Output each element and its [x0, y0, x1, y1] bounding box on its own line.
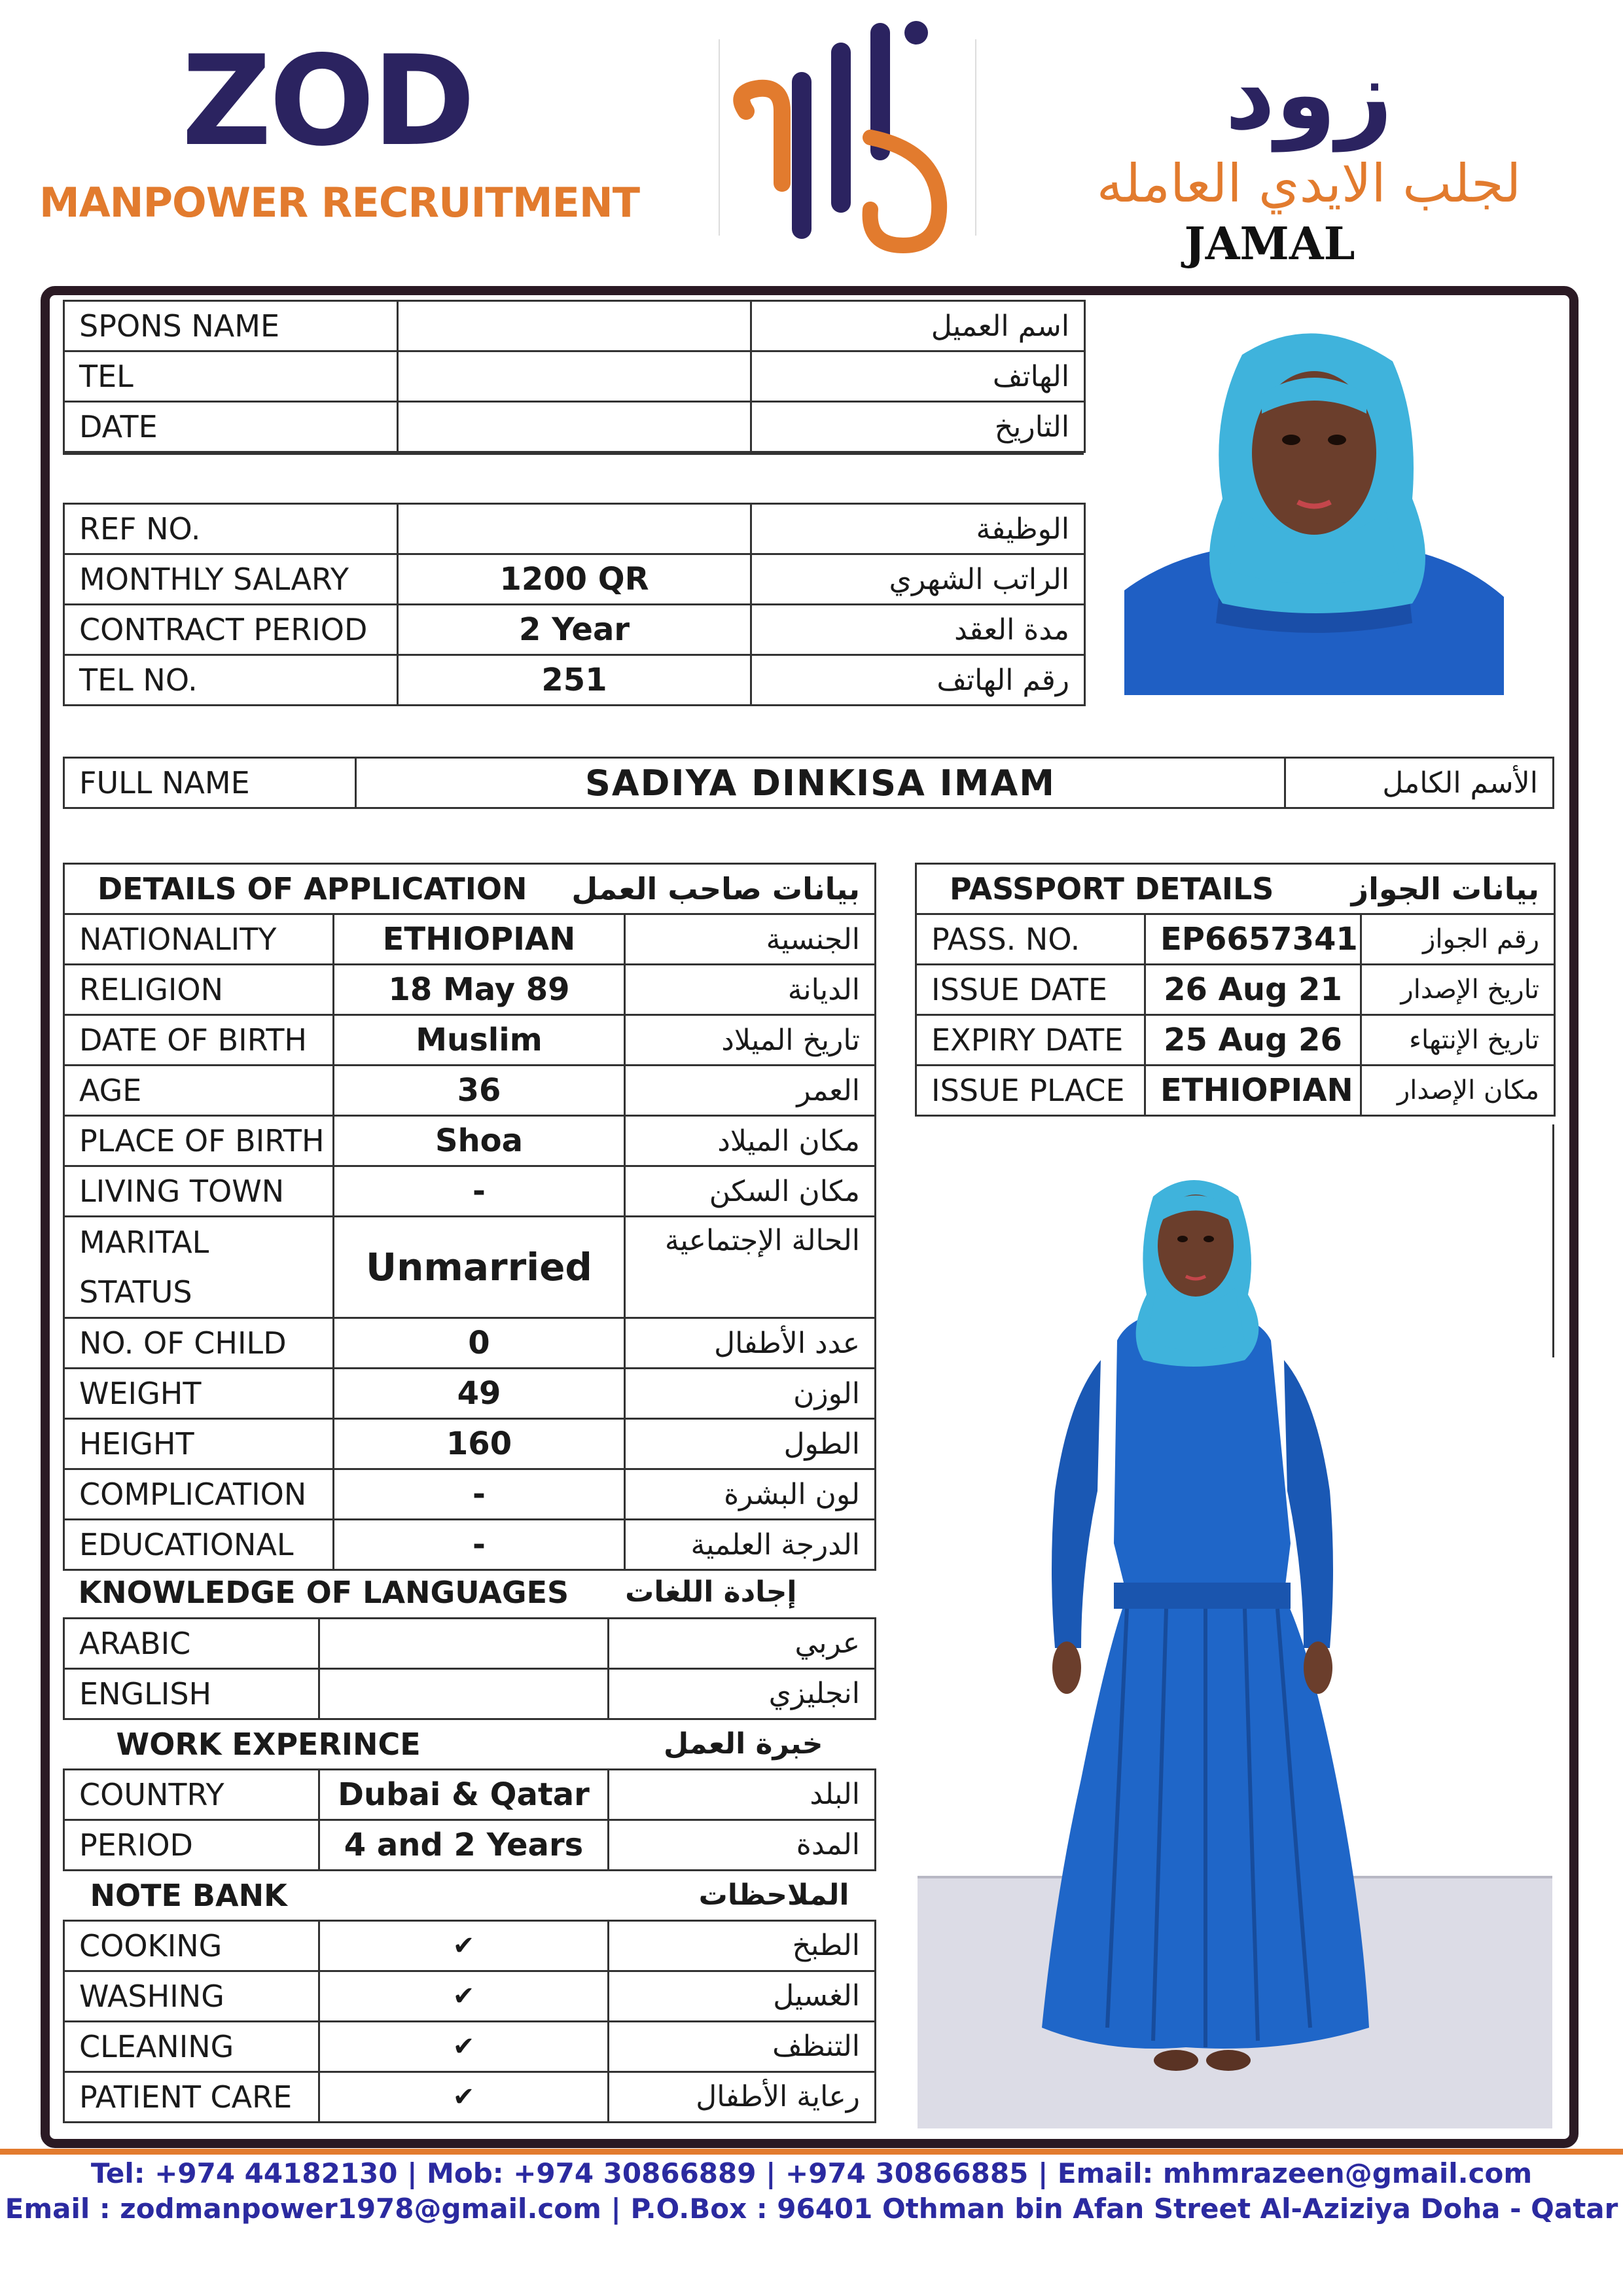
- row-label: ARABIC: [64, 1618, 319, 1668]
- section-title: NOTE BANK: [90, 1877, 287, 1913]
- table-row: [916, 965, 1555, 1015]
- row-label-arabic: الراتب الشهري: [751, 554, 1085, 605]
- table-row: [64, 1971, 876, 2021]
- row-label: TEL: [64, 351, 398, 402]
- row-label-arabic: تاريخ الإنتهاء: [1361, 1015, 1555, 1066]
- row-value: Muslim: [334, 1015, 625, 1066]
- row-value: Unmarried: [334, 1217, 625, 1318]
- table-row: [64, 914, 876, 965]
- row-label-arabic: الطول: [625, 1419, 876, 1469]
- row-value: 0: [334, 1318, 625, 1369]
- row-value: 4 and 2 Years: [319, 1820, 609, 1870]
- footer-address-line: Email : zodmanpower1978@gmail.com | P.O.Box : 96401 Othman bin Afan Street Al-Aziziya Doha - Qatar: [5, 2193, 1618, 2225]
- brand-tagline: MANPOWER RECRUITMENT: [39, 179, 640, 226]
- sponsor-tel-field: [398, 351, 751, 402]
- section-title-arabic: بيانات صاحب العمل: [625, 864, 876, 914]
- row-label-arabic: التاريخ: [751, 402, 1085, 452]
- section-title: PASSPORT DETAILS: [916, 864, 1361, 914]
- row-label-arabic: عدد الأطفال: [625, 1318, 876, 1369]
- row-label: NO. OF CHILD: [64, 1318, 334, 1369]
- row-label-arabic: الديانة: [625, 965, 876, 1015]
- row-value: 160: [334, 1419, 625, 1469]
- row-label: FULL NAME: [64, 758, 356, 808]
- row-label-arabic: رقم الهاتف: [751, 655, 1085, 706]
- check-icon: ✔: [319, 1920, 609, 1971]
- table-row: [64, 1520, 876, 1570]
- row-label: ENGLISH: [64, 1668, 319, 1719]
- row-label: ISSUE DATE: [916, 965, 1145, 1015]
- row-label: AGE: [64, 1066, 334, 1116]
- check-icon: ✔: [319, 2072, 609, 2122]
- section-title-arabic: بيانات الجواز: [1361, 864, 1555, 914]
- table-row: [64, 1769, 876, 1820]
- row-value: 49: [334, 1369, 625, 1419]
- row-label-arabic: تاريخ الإصدار: [1361, 965, 1555, 1015]
- ref-no-value: [398, 504, 751, 554]
- table-row: [64, 965, 876, 1015]
- row-label: SPONS NAME: [64, 301, 398, 351]
- sponsor-name-field: [398, 301, 751, 351]
- row-label: PATIENT CARE: [64, 2072, 319, 2122]
- section-title-arabic: الملاحظات: [698, 1878, 849, 1912]
- row-label: PERIOD: [64, 1820, 319, 1870]
- table-row: [64, 1719, 876, 1769]
- row-label-arabic: العمر: [625, 1066, 876, 1116]
- table-row: [64, 351, 1085, 402]
- table-row: [64, 1469, 876, 1520]
- table-row: [64, 2072, 876, 2122]
- headshot-photo: [1124, 315, 1504, 695]
- table-row: [64, 1116, 876, 1166]
- table-row: [916, 1015, 1555, 1066]
- row-value: [319, 1618, 609, 1668]
- section-title-arabic: إجادة اللغات: [625, 1575, 797, 1609]
- row-label: ISSUE PLACE: [916, 1066, 1145, 1116]
- table-row: [64, 554, 1085, 605]
- brand-tagline-arabic: لجلب الايدي العامله: [1096, 153, 1522, 214]
- row-value: ETHIOPIAN: [334, 914, 625, 965]
- full-body-photo: [918, 1124, 1552, 2128]
- table-row: [64, 864, 876, 914]
- row-value: Shoa: [334, 1116, 625, 1166]
- row-label-arabic: الحالة الإجتماعية: [625, 1217, 876, 1318]
- row-label-arabic: الدرجة العلمية: [625, 1520, 876, 1570]
- row-label-arabic: تاريخ الميلاد: [625, 1015, 876, 1066]
- table-row: [64, 1369, 876, 1419]
- footer-divider: [0, 2149, 1623, 2155]
- table-row: [64, 2021, 876, 2072]
- row-label: COOKING: [64, 1920, 319, 1971]
- tel-no-value: 251: [398, 655, 751, 706]
- row-label: TEL NO.: [64, 655, 398, 706]
- brand-name: ZOD: [181, 29, 473, 173]
- row-label-arabic: الأسم الكامل: [1285, 758, 1554, 808]
- table-row: [64, 402, 1085, 452]
- row-label: CONTRACT PERIOD: [64, 605, 398, 655]
- divider: [63, 453, 1084, 455]
- row-label: RELIGION: [64, 965, 334, 1015]
- table-row: [916, 914, 1555, 965]
- row-label: NATIONALITY: [64, 914, 334, 965]
- row-label: WASHING: [64, 1971, 319, 2021]
- full-name-value: SADIYA DINKISA IMAM: [356, 758, 1285, 808]
- row-value: -: [334, 1469, 625, 1520]
- table-row: [64, 655, 1085, 706]
- section-title: KNOWLEDGE OF LANGUAGES: [78, 1574, 569, 1610]
- row-label: PASS. NO.: [916, 914, 1145, 965]
- row-label-arabic: مكان الميلاد: [625, 1116, 876, 1166]
- application-table: [63, 863, 876, 1571]
- section-title: WORK EXPERINCE: [116, 1726, 421, 1762]
- footer-contact-line: Tel: +974 44182130 | Mob: +974 30866889 | +974 30866885 | Email: mhmrazeen@gmail.com: [90, 2157, 1533, 2189]
- row-label: WEIGHT: [64, 1369, 334, 1419]
- row-value: -: [334, 1166, 625, 1217]
- row-label: MARITAL STATUS: [64, 1217, 334, 1318]
- issue-place: ETHIOPIAN: [1145, 1066, 1361, 1116]
- row-value: Dubai & Qatar: [319, 1769, 609, 1820]
- row-value: 18 May 89: [334, 965, 625, 1015]
- table-row: [64, 1166, 876, 1217]
- table-row: [64, 301, 1085, 351]
- table-row: [64, 758, 1554, 808]
- row-label-arabic: المدة: [609, 1820, 876, 1870]
- row-label-arabic: التنظف: [609, 2021, 876, 2072]
- row-label: HEIGHT: [64, 1419, 334, 1469]
- passport-number: EP6657341: [1145, 914, 1361, 965]
- table-row: [64, 1318, 876, 1369]
- issue-date: 26 Aug 21: [1145, 965, 1361, 1015]
- table-row: [64, 504, 1085, 554]
- table-row: [64, 1568, 876, 1618]
- table-row: [64, 1870, 876, 1920]
- section-title-arabic: خبرة العمل: [663, 1727, 823, 1761]
- table-row: [64, 1668, 876, 1719]
- brand-logo-arabic: [1047, 39, 1571, 270]
- contract-period-value: 2 Year: [398, 605, 751, 655]
- row-label: LIVING TOWN: [64, 1166, 334, 1217]
- passport-table: [915, 863, 1556, 1117]
- row-label-arabic: الغسيل: [609, 1971, 876, 2021]
- row-label: EXPIRY DATE: [916, 1015, 1145, 1066]
- check-icon: ✔: [319, 1971, 609, 2021]
- row-label-arabic: الوظيفة: [751, 504, 1085, 554]
- row-label-arabic: الجنسية: [625, 914, 876, 965]
- table-row: [64, 1066, 876, 1116]
- row-label-arabic: الطبخ: [609, 1920, 876, 1971]
- table-row: [916, 864, 1555, 914]
- row-label-arabic: الوزن: [625, 1369, 876, 1419]
- row-label-arabic: لون البشرة: [625, 1469, 876, 1520]
- header-divider: [719, 39, 720, 236]
- sponsor-date-field: [398, 402, 751, 452]
- section-title: DETAILS OF APPLICATION: [64, 864, 625, 914]
- salary-value: 1200 QR: [398, 554, 751, 605]
- row-value: 36: [334, 1066, 625, 1116]
- full-name-table: [63, 757, 1554, 809]
- table-row: [64, 605, 1085, 655]
- brand-name-arabic: زود: [1224, 38, 1393, 152]
- header-divider: [975, 39, 976, 236]
- sponsor-table: [63, 300, 1086, 453]
- table-row: [64, 1820, 876, 1870]
- row-value: -: [334, 1520, 625, 1570]
- row-label: EDUCATIONAL: [64, 1520, 334, 1570]
- table-row: [64, 1217, 876, 1318]
- row-label: DATE OF BIRTH: [64, 1015, 334, 1066]
- row-label-arabic: مدة العقد: [751, 605, 1085, 655]
- check-icon: ✔: [319, 2021, 609, 2072]
- row-label: MONTHLY SALARY: [64, 554, 398, 605]
- expiry-date: 25 Aug 26: [1145, 1015, 1361, 1066]
- row-label: COMPLICATION: [64, 1469, 334, 1520]
- row-label-arabic: الهاتف: [751, 351, 1085, 402]
- row-label: DATE: [64, 402, 398, 452]
- agent-name: JAMAL: [1184, 218, 1355, 270]
- contract-table: [63, 503, 1086, 706]
- row-label: PLACE OF BIRTH: [64, 1116, 334, 1166]
- brand-logo-english: [39, 29, 640, 226]
- row-label: CLEANING: [64, 2021, 319, 2072]
- row-label-arabic: رعاية الأطفال: [609, 2072, 876, 2122]
- table-row: [64, 1920, 876, 1971]
- row-label-arabic: عربي: [609, 1618, 876, 1668]
- table-row: [64, 1618, 876, 1668]
- row-label-arabic: رقم الجواز: [1361, 914, 1555, 965]
- row-label: REF NO.: [64, 504, 398, 554]
- row-label: COUNTRY: [64, 1769, 319, 1820]
- row-value: [319, 1668, 609, 1719]
- row-label-arabic: مكان الإصدار: [1361, 1066, 1555, 1116]
- row-label-arabic: اسم العميل: [751, 301, 1085, 351]
- row-label-arabic: انجليزي: [609, 1668, 876, 1719]
- row-label-arabic: مكان السكن: [625, 1166, 876, 1217]
- table-row: [916, 1066, 1555, 1116]
- table-row: [64, 1419, 876, 1469]
- table-row: [64, 1015, 876, 1066]
- brand-mark-icon: [720, 13, 995, 255]
- row-label-arabic: البلد: [609, 1769, 876, 1820]
- skills-table: [63, 1568, 876, 2123]
